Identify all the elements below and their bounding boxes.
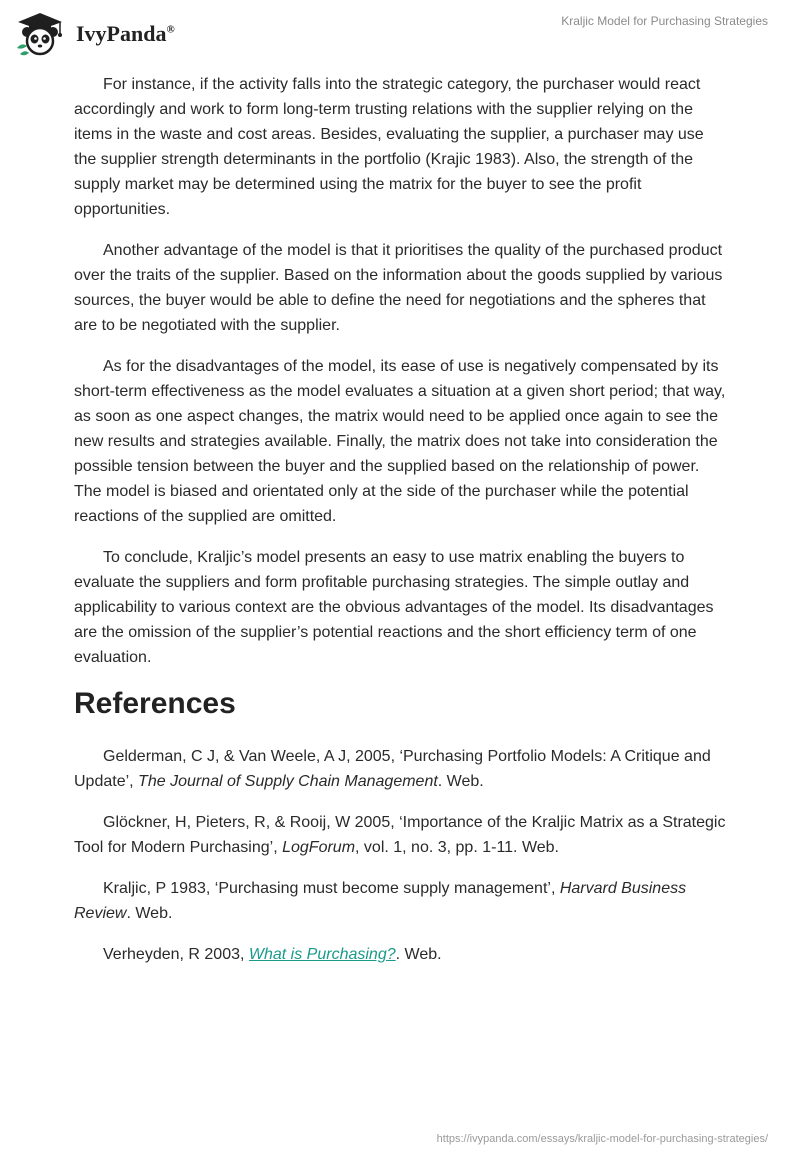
reference-item: Gelderman, C J, & Van Weele, A J, 2005, ‘Purchasing Portfolio Models: A Critique and Update’, The Journal of Supply Chain Management. Web. (74, 748, 711, 790)
panda-graduate-icon (14, 8, 66, 58)
reference-item: Glöckner, H, Pieters, R, & Rooij, W 2005, ‘Importance of the Kraljic Matrix as a Strategic Tool for Modern Purchasing’, LogForum, vol. 1, no. 3, pp. 1-11. Web. (74, 814, 726, 856)
references-heading: References (74, 687, 236, 720)
reference-link[interactable]: What is Purchasing? (248, 946, 396, 963)
footer-url[interactable]: https://ivypanda.com/essays/kraljic-model-for-purchasing-strategies/ (436, 1133, 768, 1145)
document-body (74, 72, 726, 983)
paragraph: To conclude, Kraljic’s model presents an easy to use matrix enabling the buyers to evaluate the suppliers and form profitable purchasing strategies. The simple outlay and applicability to various context are the obvious advantages of the model. Its disadvantages are the omission of the supplier’s potential reactions and the short efficiency term of one evaluation. (74, 549, 714, 666)
brand-name: IvyPanda® (76, 21, 175, 46)
reference-item: Verheyden, R 2003, What is Purchasing?. Web. (103, 946, 442, 963)
paragraph: For instance, if the activity falls into the strategic category, the purchaser would react accordingly and work to form long-term trusting relations with the supplier relying on the items in the waste and cost areas. Besides, evaluating the supplier, a purchaser may use the supplier strength determinants in the portfolio (Krajic 1983). Also, the strength of the supply market may be determined using the matrix for the buyer to see the profit opportunities. (74, 76, 704, 218)
document-title: Kraljic Model for Purchasing Strategies (561, 14, 768, 28)
paragraph: As for the disadvantages of the model, its ease of use is negatively compensated by its short-term effectiveness as the model evaluates a situation at a given short period; that way, as soon as one aspect changes, the matrix would need to be applied once again to see the new results and strategies available. Finally, the matrix does not take into consideration the possible tension between the buyer and the supplied based on the relationship of power. The model is biased and orientated only at the side of the purchaser while the potential reactions of the supplied are omitted. (74, 358, 726, 525)
paragraph: Another advantage of the model is that it prioritises the quality of the purchased product over the traits of the supplier. Based on the information about the goods supplied by various sources, the buyer would be able to define the need for negotiations and the spheres that are to be negotiated with the supplier. (74, 242, 723, 334)
brand-logo[interactable] (14, 8, 175, 58)
reference-item: Kraljic, P 1983, ‘Purchasing must become supply management’, Harvard Business Review. Web. (74, 880, 687, 922)
